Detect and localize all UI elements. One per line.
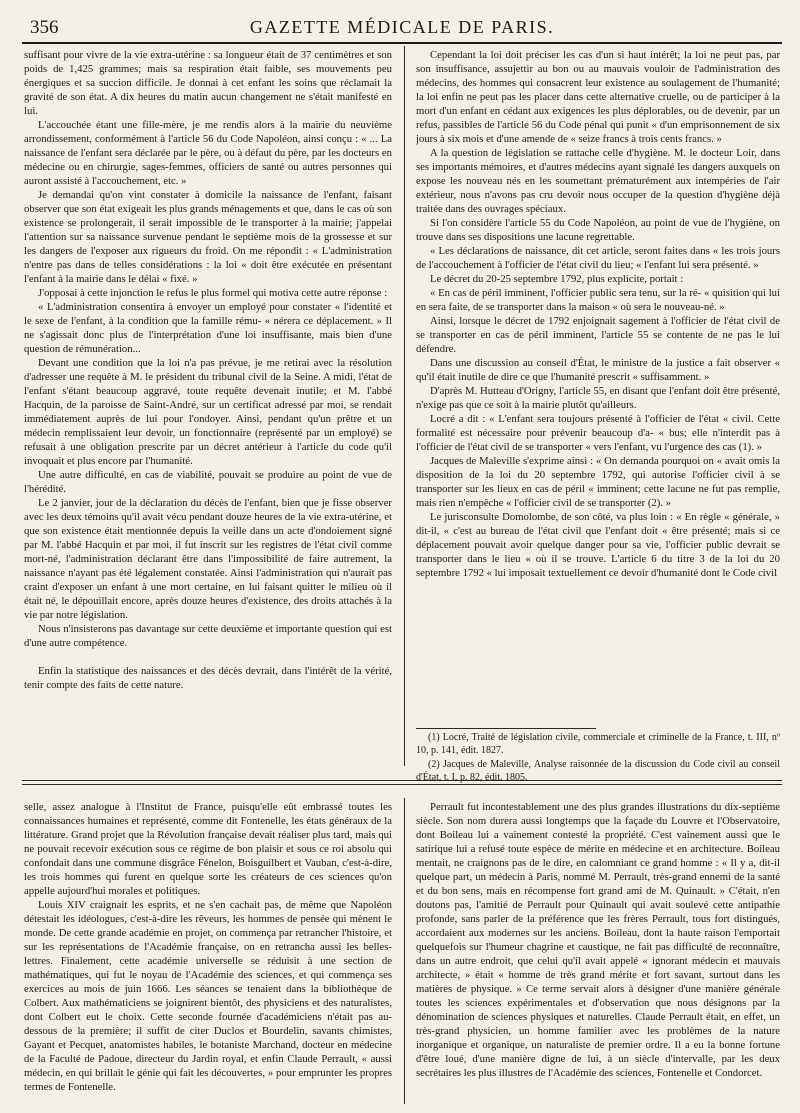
paragraph: suffisant pour vivre de la vie extra-utérine : sa longueur était de 37 centimètres et son poids de 1,425 grammes; mais sa respiration était faible, ses mouvements peu énergiques et sa succion difficile. Je donnai à cet enfant les soins que réclamait la gravité de son état. A dix heures du matin aucun changement ne s'était manifesté en lui. (24, 49, 392, 117)
paragraph: J'opposai à cette injonction le refus le plus formel qui motiva cette autre réponse : (38, 287, 388, 299)
column-divider-top (404, 46, 405, 766)
journal-title: GAZETTE MÉDICALE DE PARIS. (249, 17, 555, 37)
paragraph: Nous n'insisterons pas davantage sur cette deuxième et importante question qui est d'une autre compétence. (24, 623, 392, 649)
column-bottom-right (416, 800, 780, 1100)
paragraph-spacer (24, 650, 392, 664)
column-top-left (24, 48, 392, 760)
paragraph: Louis XIV craignait les esprits, et ne s'en cachait pas, de même que Napoléon détestait les idéologues, c'est-à-dire les rêveurs, les hommes de pensée qui mènent le monde. De cette grande académie en projet, on commença par retrancher l'histoire, et sur les représentations de l'Académie française, on en retrancha aussi les belles-lettres. Finalement, cette académie universelle se réduisit à une section de mathématiques, qui fut le noyau de l'Académie des sciences, et qui commença ses exercices au mois de juin 1666. Les séances se tenaient dans la bibliothèque de Colbert. Aux mathématiciens se joignirent bientôt, des physiciens et des naturalistes, dont Colbert eut le choix. Cette seconde fournée d'académiciens n'était pas au-dessous de la première; il suffit de citer Duclos et Bourdelin, savants chimistes, Gayant et Pecquet, anatomistes habiles, le botaniste Marchand, docteur en médecine de la Faculté de Padoue, directeur du Jardin royal, et enfin Claude Perrault, « aussi médecin, en qui brillait le génie qui fait les découvertes, » pour emprunter les propres termes de Fontenelle. (24, 899, 392, 1093)
paragraph: Locré a dit : « L'enfant sera toujours présenté à l'officier de l'état « civil. Cette formalité est nécessaire pour prévenir beaucoup d'a- « bus; elle n'interdit pas à l'officier de l'état civil de se transporter « vers l'enfant, vu l'urgence des cas (1). » (416, 413, 780, 453)
column-divider-bottom (404, 798, 405, 1104)
paragraph: A la question de législation se rattache celle d'hygiène. M. le docteur Loir, dans ses importants mémoires, et d'autres médecins ayant signalé les dangers auxquels on expose les nouveau nés en les soumettant prématurément aux intempéries de l'air extérieur, nous n'avons pas cru devoir nous occuper de la question d'hygiène déjà traitée dans des ouvrages spéciaux. (416, 147, 780, 215)
paragraph: Perrault fut incontestablement une des plus grandes illustrations du dix-septième siècle. Son nom durera aussi longtemps que la façade du Louvre et l'Observatoire, dont Boileau lui a vainement contesté la propriété. C'est vainement aussi que le satirique lui a refusé toute espèce de mérite en médecine et en architecture. Boileau mentait, ne craignons pas de le dire, en calomniant ce grand homme : « Il y a, dit-il quelque part, un médecin à Paris, nommé M. Perrault, très-grand ennemi de la santé et du bon sens, mais en récompense fort grand ami de M. Quinault. » C'était, n'en doutons pas, l'amitié de Perrault pour Quinault qui avait soulevé cette antipathie profonde, sans parler de la préférence que les frères Perrault, tous fort distingués, accordaient aux modernes sur les anciens. Boileau, dont la haute raison l'emportait quelquefois sur l'humeur chagrine et caustique, ne fait pas difficulté de reconnaître, dans un autre endroit, que celui qu'il avait appelé « ignorant médecin et mauvais architecte, » était « homme de très grand mérite et fort savant, surtout dans les matières de physique. » Ce terme servait alors à désigner d'une manière générale toutes les sciences expérimentales et d'observation que nous désignons par la dénomination de sciences physiques et naturelles. Claude Perrault était, en effet, un très-grand physicien, un homme familier avec les problèmes de la nature inorganique et organique, un naturaliste de premier ordre. Il a eu la bonne fortune d'être loué, d'une manière digne de lui, à un siècle d'intervalle, par les deux secrétaires les plus illustres de l'Académie des sciences, Fontenelle et Condorcet. (416, 801, 780, 1079)
paragraph: « L'administration consentira à envoyer un employé pour constater « l'identité et le sexe de l'enfant, à la condition que la famille rému- « nérera ce déplacement. » Il ne s'agissait donc plus de l'interprétation d'une loi insuffisante, mais bien d'une question de rémunération... (24, 301, 392, 355)
footnotes (416, 731, 780, 785)
paragraph: Devant une condition que la loi n'a pas prévue, je me retirai avec la résolution d'adresser une requête à M. le président du tribunal civil de la Seine. A midi, l'état de l'enfant s'étant beaucoup aggravé, toute requête devenait inutile; et M. l'abbé Hacquin, de la paroisse de Saint-André, sur un certificat adressé par moi, se rendait immédiatement auprès de lui pour l'ondoyer. Ainsi, pendant qu'un prêtre et un médecin remplissaient leur devoir, un fonctionnaire (représenté par un employé) se refusait à une obligation prescrite par un décret antérieur à l'article du code qu'il invoquait et plus encore par l'humanité. (24, 357, 392, 467)
paragraph: Enfin la statistique des naissances et des décès devrait, dans l'intérêt de la vérité, tenir compte des faits de cette nature. (24, 665, 392, 691)
page-header (22, 14, 782, 44)
paragraph: Le jurisconsulte Domolombe, de son côté, va plus loin : « En règle « générale, » dit-il, « c'est au bureau de l'état civil que l'enfant doit « être présenté; mais si ce déplacement pouvait avoir quelque danger pour sa vie, l'officier public devrait se transporter dans le lieu « où il se trouve. L'article 6 du titre 3 de la loi du 20 septembre 1792 « lui imposait textuellement ce devoir d'humanité dont le Code civil (416, 511, 780, 579)
page-number: 356 (30, 17, 59, 38)
paragraph: Ainsi, lorsque le décret de 1792 enjoignait sagement à l'officier de l'état civil de se transporter en cas de péril imminent, l'article 55 se contente de ne pas le lui défendre. (416, 315, 780, 355)
footnote: (1) Locré, Traité de législation civile, commerciale et criminelle de la France, t. III, nº 10, p. 141, édit. 1827. (416, 732, 780, 756)
footnote-rule (416, 728, 596, 729)
paragraph: Si l'on considère l'article 55 du Code Napoléon, au point de vue de l'hygiène, on trouve dans ses dispositions une lacune regrettable. (416, 217, 780, 243)
paragraph: Jacques de Maleville s'exprime ainsi : « On demanda pourquoi on « avait omis la disposition de la loi du 20 septembre 1792, qui autorise l'officier civil à se transporter sur les lieux en cas de péril « imminent; cette lacune ne fut pas remplie, mais rien n'empêche « l'officier civil de se transporter (2). » (416, 455, 780, 509)
paragraph: Le décret du 20-25 septembre 1792, plus explicite, portait : (430, 273, 684, 285)
footnote: (2) Jacques de Maleville, Analyse raisonnée de la discussion du Code civil au conseil d'État, t. I, p. 82, édit. 1805. (416, 759, 780, 783)
paragraph: Cependant la loi doit préciser les cas d'un si haut intérêt; la loi ne peut pas, par son insuffisance, assujettir au bon ou au mauvais vouloir de l'administration des médecins, des hommes qui consacrent leur existence au soulagement de l'humanité; la loi enfin ne peut pas les placer dans cette alternative cruelle, ou de participer à la mort d'un enfant en cédant aux exigences les plus déplorables, ou de devenir, par un refus, passibles de l'article 56 du Code pénal qui punit « d'un emprisonnement de six jours à six mois et d'une amende de « seize francs à trois cents francs. » (416, 49, 780, 145)
paragraph: « Les déclarations de naissance, dit cet article, seront faites dans « les trois jours de l'accouchement à l'officier de l'état civil du lieu; « l'enfant lui sera présenté. » (416, 245, 780, 271)
column-bottom-left (24, 800, 392, 1100)
paragraph: Le 2 janvier, jour de la déclaration du décès de l'enfant, bien que je fisse observer avec les deux témoins qu'il avait vécu pendant douze heures de la vie extra-utérine, et que son existence était mentionnée depuis la veille dans un acte d'ondoiement signé par M. l'abbé Hacquin et par moi, il fut inscrit sur les registres de l'état civil comme mort-né, l'administration déclarant être dans l'impossibilité de faire autrement, la naissance n'ayant pas été légalement constatée. Ainsi l'administration qui n'aurait pas craint d'exposer un enfant à une mort certaine, en lui faisant quitter le milieu où il était né, le dépouillait encore, après douze heures d'existence, des droits attachés à la vie par notre législation. (24, 497, 392, 621)
paragraph: Je demandai qu'on vint constater à domicile la naissance de l'enfant, faisant observer que son état exigeait les plus grands ménagements et que, dans le cas où son existence se prolongerait, il serait impossible de le transporter à la mairie; j'appelai l'attention sur sa naissance survenue pendant le septième mois de la grossesse et sur les dangers de l'exposer aux rigueurs du froid. On me répondit : « L'administration n'entre pas dans de telles considérations : la loi « doit être exécutée en présentant l'enfant à la mairie dans le délai « fixé. » (24, 189, 392, 285)
paragraph: Dans une discussion au conseil d'État, le ministre de la justice a fait observer « qu'il était inutile de dire ce que l'humanité prescrit « suffisamment. » (416, 357, 780, 383)
column-top-right (416, 48, 780, 724)
paragraph: D'après M. Hutteau d'Origny, l'article 55, en disant que l'enfant doit être présenté, n'exige pas que ce soit à la mairie plutôt qu'ailleurs. (416, 385, 780, 411)
paragraph: Une autre difficulté, en cas de viabilité, pouvait se produire au point de vue de l'hérédité. (24, 469, 392, 495)
paragraph: « En cas de péril imminent, l'officier public sera tenu, sur la ré- « quisition qui lui en sera faite, de se transporter dans la maison « où sera le nouveau-né. » (416, 287, 780, 313)
paragraph: L'accouchée étant une fille-mère, je me rendis alors à la mairie du neuvième arrondissement, conformément à l'article 56 du Code Napoléon, ainsi conçu : « ... La naissance de l'enfant sera déclarée par le père, ou à défaut du père, par les docteurs en médecine ou en chirurgie, sages-femmes, officiers de santé ou autres personnes qui auront assisté à l'accouchement, etc. » (24, 119, 392, 187)
paragraph: selle, assez analogue à l'Institut de France, puisqu'elle eût embrassé toutes les connaissances humaines et représenté, comme dit Fontenelle, les états généraux de la littérature. Grand projet que la Révolution française devait réaliser plus tard, mais qui ne pouvait recevoir exécution sous ce régime de bon plaisir et sous ce roi absolu qui confondait dans une commune disgrâce Fénelon, Boisguilbert et Vauban, c'est-à-dire, les trois hommes qui furent en quelque sorte les créateurs de ces sciences qu'on appelle aujourd'hui morales et politiques. (24, 801, 392, 897)
